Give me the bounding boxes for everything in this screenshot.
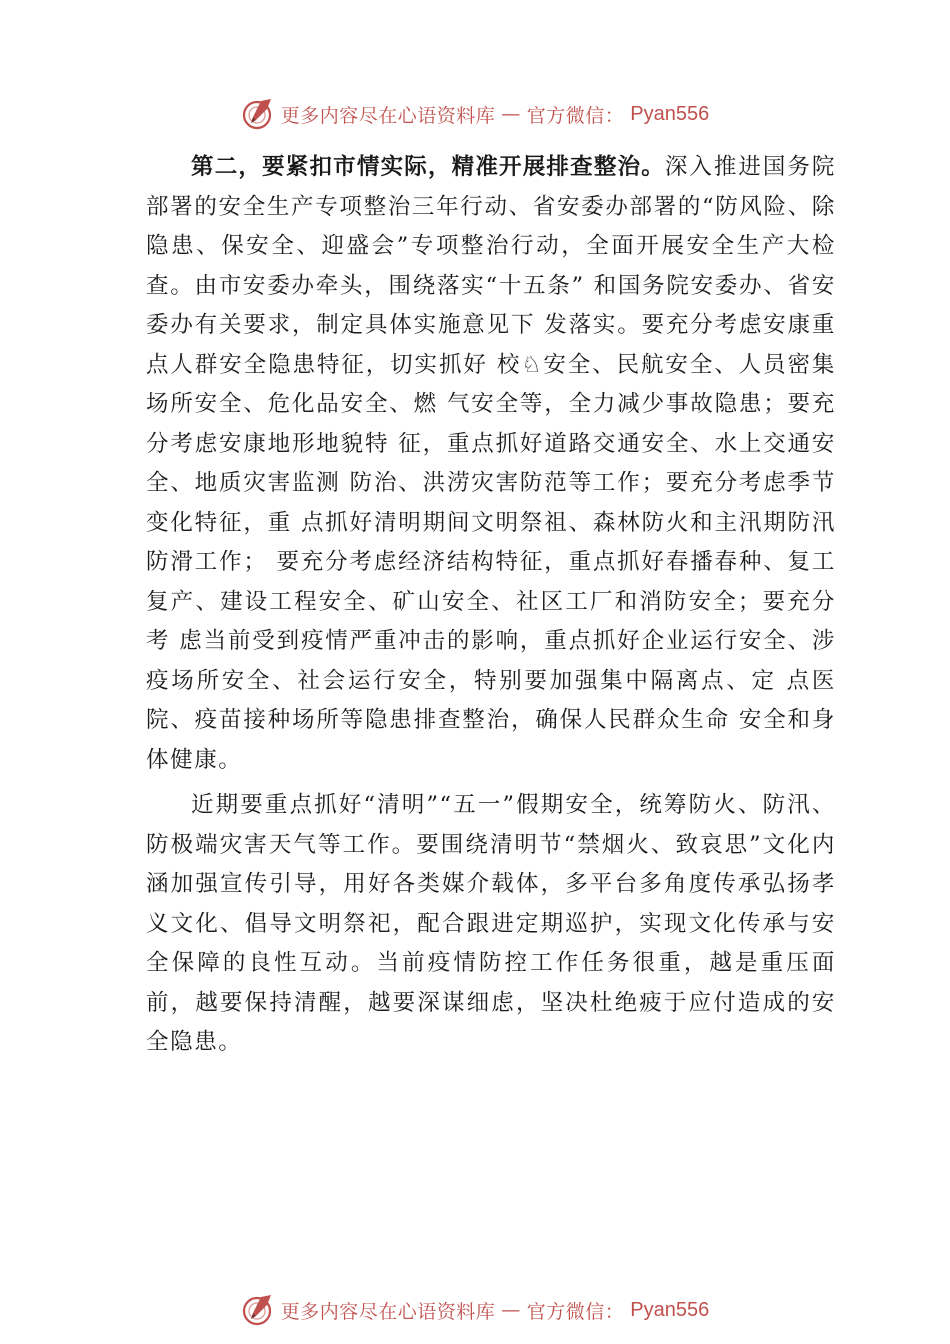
paragraph-2-body: 近期要重点抓好“清明”“五一”假期安全，统筹防火、防汛、防极端灾害天气等工作。要围绕清明节“禁烟火、致哀思”文化内涵加强宣传引导，用好各类媒介载体，多平台多角度传承弘扬孝义文化、倡导文明祭祀，配合跟进定期巡护，实现文化传承与安全保障的良性互动。当前疫情防控工作任务很重，越是重压面前，越要保持清醒，越要深谋细虑，坚决杜绝疲于应付造成的安全隐患。 [146,792,836,1055]
watermark-dash: — [501,1299,521,1321]
watermark-account: Pyan556 [630,1298,710,1321]
pen-seal-logo-icon [241,97,275,131]
watermark-channel: 官方微信： [526,104,625,127]
paragraph-heading: 第二，要紧扣市情实际，精准开展排查整治。 [191,154,665,180]
paragraph-1 [146,148,836,780]
paragraph-2 [146,786,836,1063]
watermark-text: 更多内容尽在心语资料库 [280,104,496,127]
document-body [146,148,836,1063]
watermark-text: 更多内容尽在心语资料库 [280,1300,496,1323]
watermark-account: Pyan556 [630,102,710,125]
watermark-channel: 官方微信： [526,1300,625,1323]
header-watermark [0,94,950,134]
pen-seal-logo-icon [241,1293,275,1327]
watermark-dash: — [501,103,521,125]
footer-watermark [0,1290,950,1330]
paragraph-1-body: 深入推进国务院部署的安全生产专项整治三年行动、省安委办部署的“防风险、除隐患、保安全、迎盛会”专项整治行动，全面开展安全生产大检查。由市安委办牵头，围绕落实“十五条” 和国务院安委办、省安委办有关要求，制定具体实施意见下 发落实。要充分考虑安康重点人群安全隐患特征，切实抓好 校♘安全、民航安全、人员密集场所安全、危化品安全、燃 气安全等，全力减少事故隐患；要充分考虑安康地形地貌特 征，重点抓好道路交通安全、水上交通安全、地质灾害监测 防治、洪涝灾害防范等工作；要充分考虑季节变化特征，重 点抓好清明期间文明祭祖、森林防火和主汛期防汛防滑工作； 要充分考虑经济结构特征，重点抓好春播春种、复工复产、建设工程安全、矿山安全、社区工厂和消防安全；要充分考 虑当前受到疫情严重冲击的影响，重点抓好企业运行安全、涉疫场所安全、社会运行安全，特别要加强集中隔离点、定 点医院、疫苗接种场所等隐患排查整治，确保人民群众生命 安全和身体健康。 [146,154,836,773]
